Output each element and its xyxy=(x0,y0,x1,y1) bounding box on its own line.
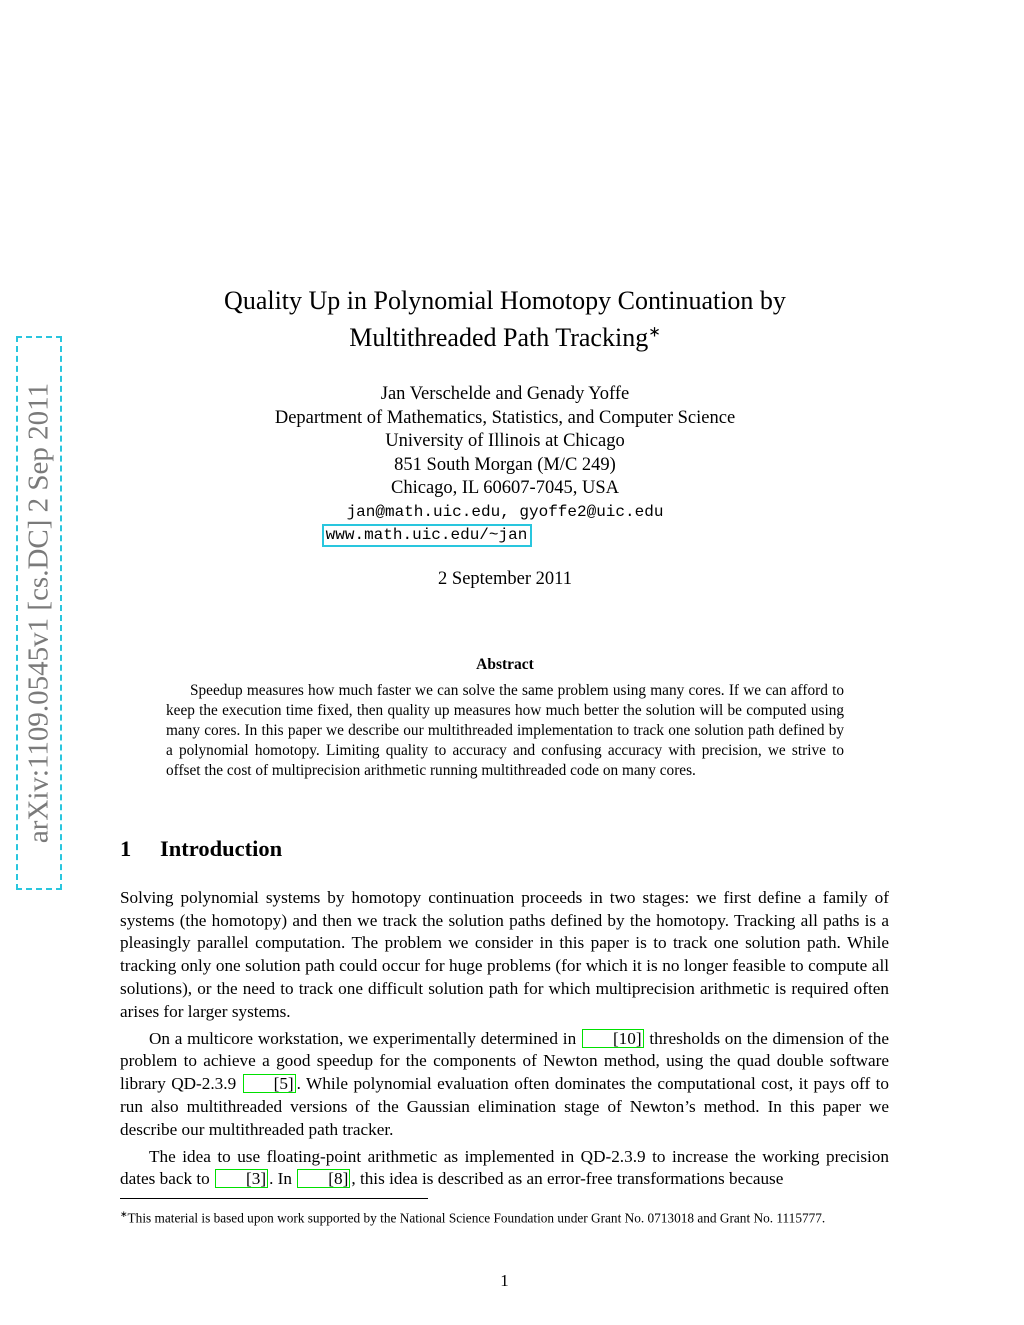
section-title: Introduction xyxy=(160,836,283,861)
paper-title xyxy=(120,282,890,356)
footnote-mark: ∗ xyxy=(120,1209,128,1219)
author-emails: jan@math.uic.edu, gyoffe2@uic.edu xyxy=(346,502,664,521)
section-heading-introduction xyxy=(120,836,282,862)
paragraph-2: On a multicore workstation, we experimentally determined in [10] thresholds on the dimension of the problem to achieve a good speedup for the components of Newton method, using the quad double software library QD-2.3.9 [5] . While polynomial evaluation often dominates the computational cost, it pays off to run also multithreaded versions of the Gaussian elimination stage of Newton’s method. In this paper we describe our multithreaded path tracker. xyxy=(120,1028,890,1139)
citation-link[interactable]: [5] xyxy=(243,1074,296,1093)
citation-link[interactable]: [10] xyxy=(582,1029,644,1048)
author-names: Jan Verschelde and Genady Yoffe xyxy=(380,384,630,404)
paragraph-1: Solving polynomial systems by homotopy continuation proceeds in two stages: we first define a family of systems (the homotopy) and then we track the solution paths defined by the homotopy. Tracking all paths is a pleasingly parallel computation. The problem we consider in this paper is to track one solution path. While tracking only one solution path could occur for huge problems (for which it is no longer feasible to compute all solutions), or the need to track one difficult solution path for which multiprecision arithmetic is required often arises for larger systems. xyxy=(120,888,889,1021)
author-block xyxy=(120,383,890,548)
title-footnote-mark[interactable]: ∗ xyxy=(648,324,661,341)
introduction-body xyxy=(120,887,889,1196)
title-line-1: Quality Up in Polynomial Homotopy Continuation by xyxy=(224,286,786,315)
paragraph-3: The idea to use floating-point arithmetic as implemented in QD-2.3.9 to increase the working precision dates back to [3] . In [8] , this idea is described as an error-free transformations because xyxy=(120,1146,889,1189)
author-address: 851 South Morgan (M/C 249) xyxy=(394,454,616,475)
citation-link[interactable]: [8] xyxy=(297,1169,350,1188)
paper-date: 2 September 2011 xyxy=(438,569,572,589)
author-url-link[interactable]: www.math.uic.edu/~jan xyxy=(322,524,533,547)
title-line-2: Multithreaded Path Tracking∗ xyxy=(349,323,661,352)
arxiv-stamp[interactable] xyxy=(16,336,62,890)
citation-link[interactable]: [3] xyxy=(215,1169,268,1188)
footnote xyxy=(120,1205,889,1227)
abstract-heading: Abstract xyxy=(476,656,534,673)
footnote-text: This material is based upon work supported by the National Science Foundation under Grant No. 0713018 and Grant No. 1115777. xyxy=(127,1210,826,1226)
author-university: University of Illinois at Chicago xyxy=(385,431,625,451)
arxiv-stamp-text: arXiv:1109.0545v1 [cs.DC] 2 Sep 2011 xyxy=(22,382,55,844)
author-city: Chicago, IL 60607-7045, USA xyxy=(391,478,619,498)
abstract-text: Speedup measures how much faster we can solve the same problem using many cores. If we can afford to keep the execution time fixed, then quality up measures how much better the solution will be computed using many cores. In this paper we describe our multithreaded implementation to track one solution path defined by a polynomial homotopy. Limiting quality to accuracy and confusing accuracy with precision, we strive to offset the cost of multiprecision arithmetic running multithreaded code on many cores. xyxy=(166,682,844,779)
page-number: 1 xyxy=(500,1271,509,1290)
author-department: Department of Mathematics, Statistics, and Computer Science xyxy=(274,407,736,428)
footnote-divider xyxy=(120,1198,428,1199)
section-number: 1 xyxy=(120,836,132,861)
